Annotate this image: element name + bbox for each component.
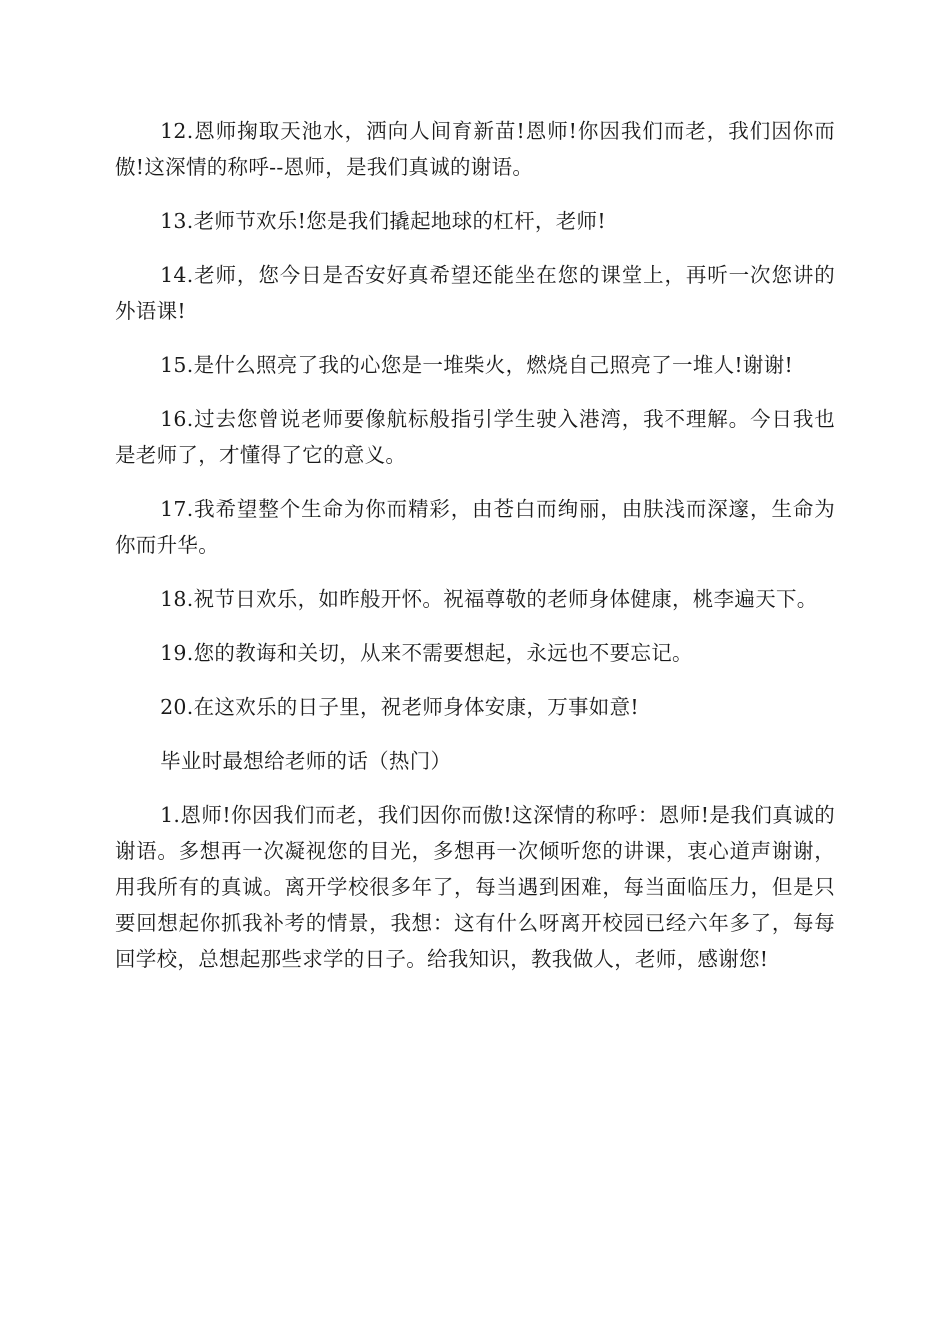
paragraph-item-13: 13.老师节欢乐!您是我们撬起地球的杠杆，老师!: [160, 209, 606, 233]
document-body: [115, 113, 835, 995]
paragraph-item-20: 20.在这欢乐的日子里，祝老师身体安康，万事如意!: [160, 695, 639, 719]
section-heading: 毕业时最想给老师的话（热门）: [160, 749, 452, 773]
paragraph-item-14: 14.老师，您今日是否安好真希望还能坐在您的课堂上，再听一次您讲的外语课!: [115, 263, 835, 323]
paragraph-item-19: 19.您的教诲和关切，从来不需要想起，永远也不要忘记。: [160, 641, 693, 665]
paragraph-item-18: 18.祝节日欢乐，如昨般开怀。祝福尊敬的老师身体健康，桃李遍天下。: [160, 587, 818, 611]
paragraph-item-16: 16.过去您曾说老师要像航标般指引学生驶入港湾，我不理解。今日我也是老师了，才懂得了它的意义。: [115, 407, 835, 467]
paragraph-item-17: 17.我希望整个生命为你而精彩，由苍白而绚丽，由肤浅而深邃，生命为你而升华。: [115, 497, 835, 557]
paragraph-item-15: 15.是什么照亮了我的心您是一堆柴火，燃烧自己照亮了一堆人!谢谢!: [160, 353, 794, 377]
paragraph-item-12: 12.恩师掬取天池水，洒向人间育新苗!恩师!你因我们而老，我们因你而傲!这深情的称呼--恩师，是我们真诚的谢语。: [115, 119, 835, 179]
paragraph-item-1: 1.恩师!你因我们而老，我们因你而傲!这深情的称呼：恩师!是我们真诚的谢语。多想再一次凝视您的目光，多想再一次倾听您的讲课，衷心道声谢谢，用我所有的真诚。离开学校很多年了，每当遇到困难，每当面临压力，但是只要回想起你抓我补考的情景，我想：这有什么呀离开校园已经六年多了，每每回学校，总想起那些求学的日子。给我知识，教我做人，老师，感谢您!: [115, 803, 835, 971]
